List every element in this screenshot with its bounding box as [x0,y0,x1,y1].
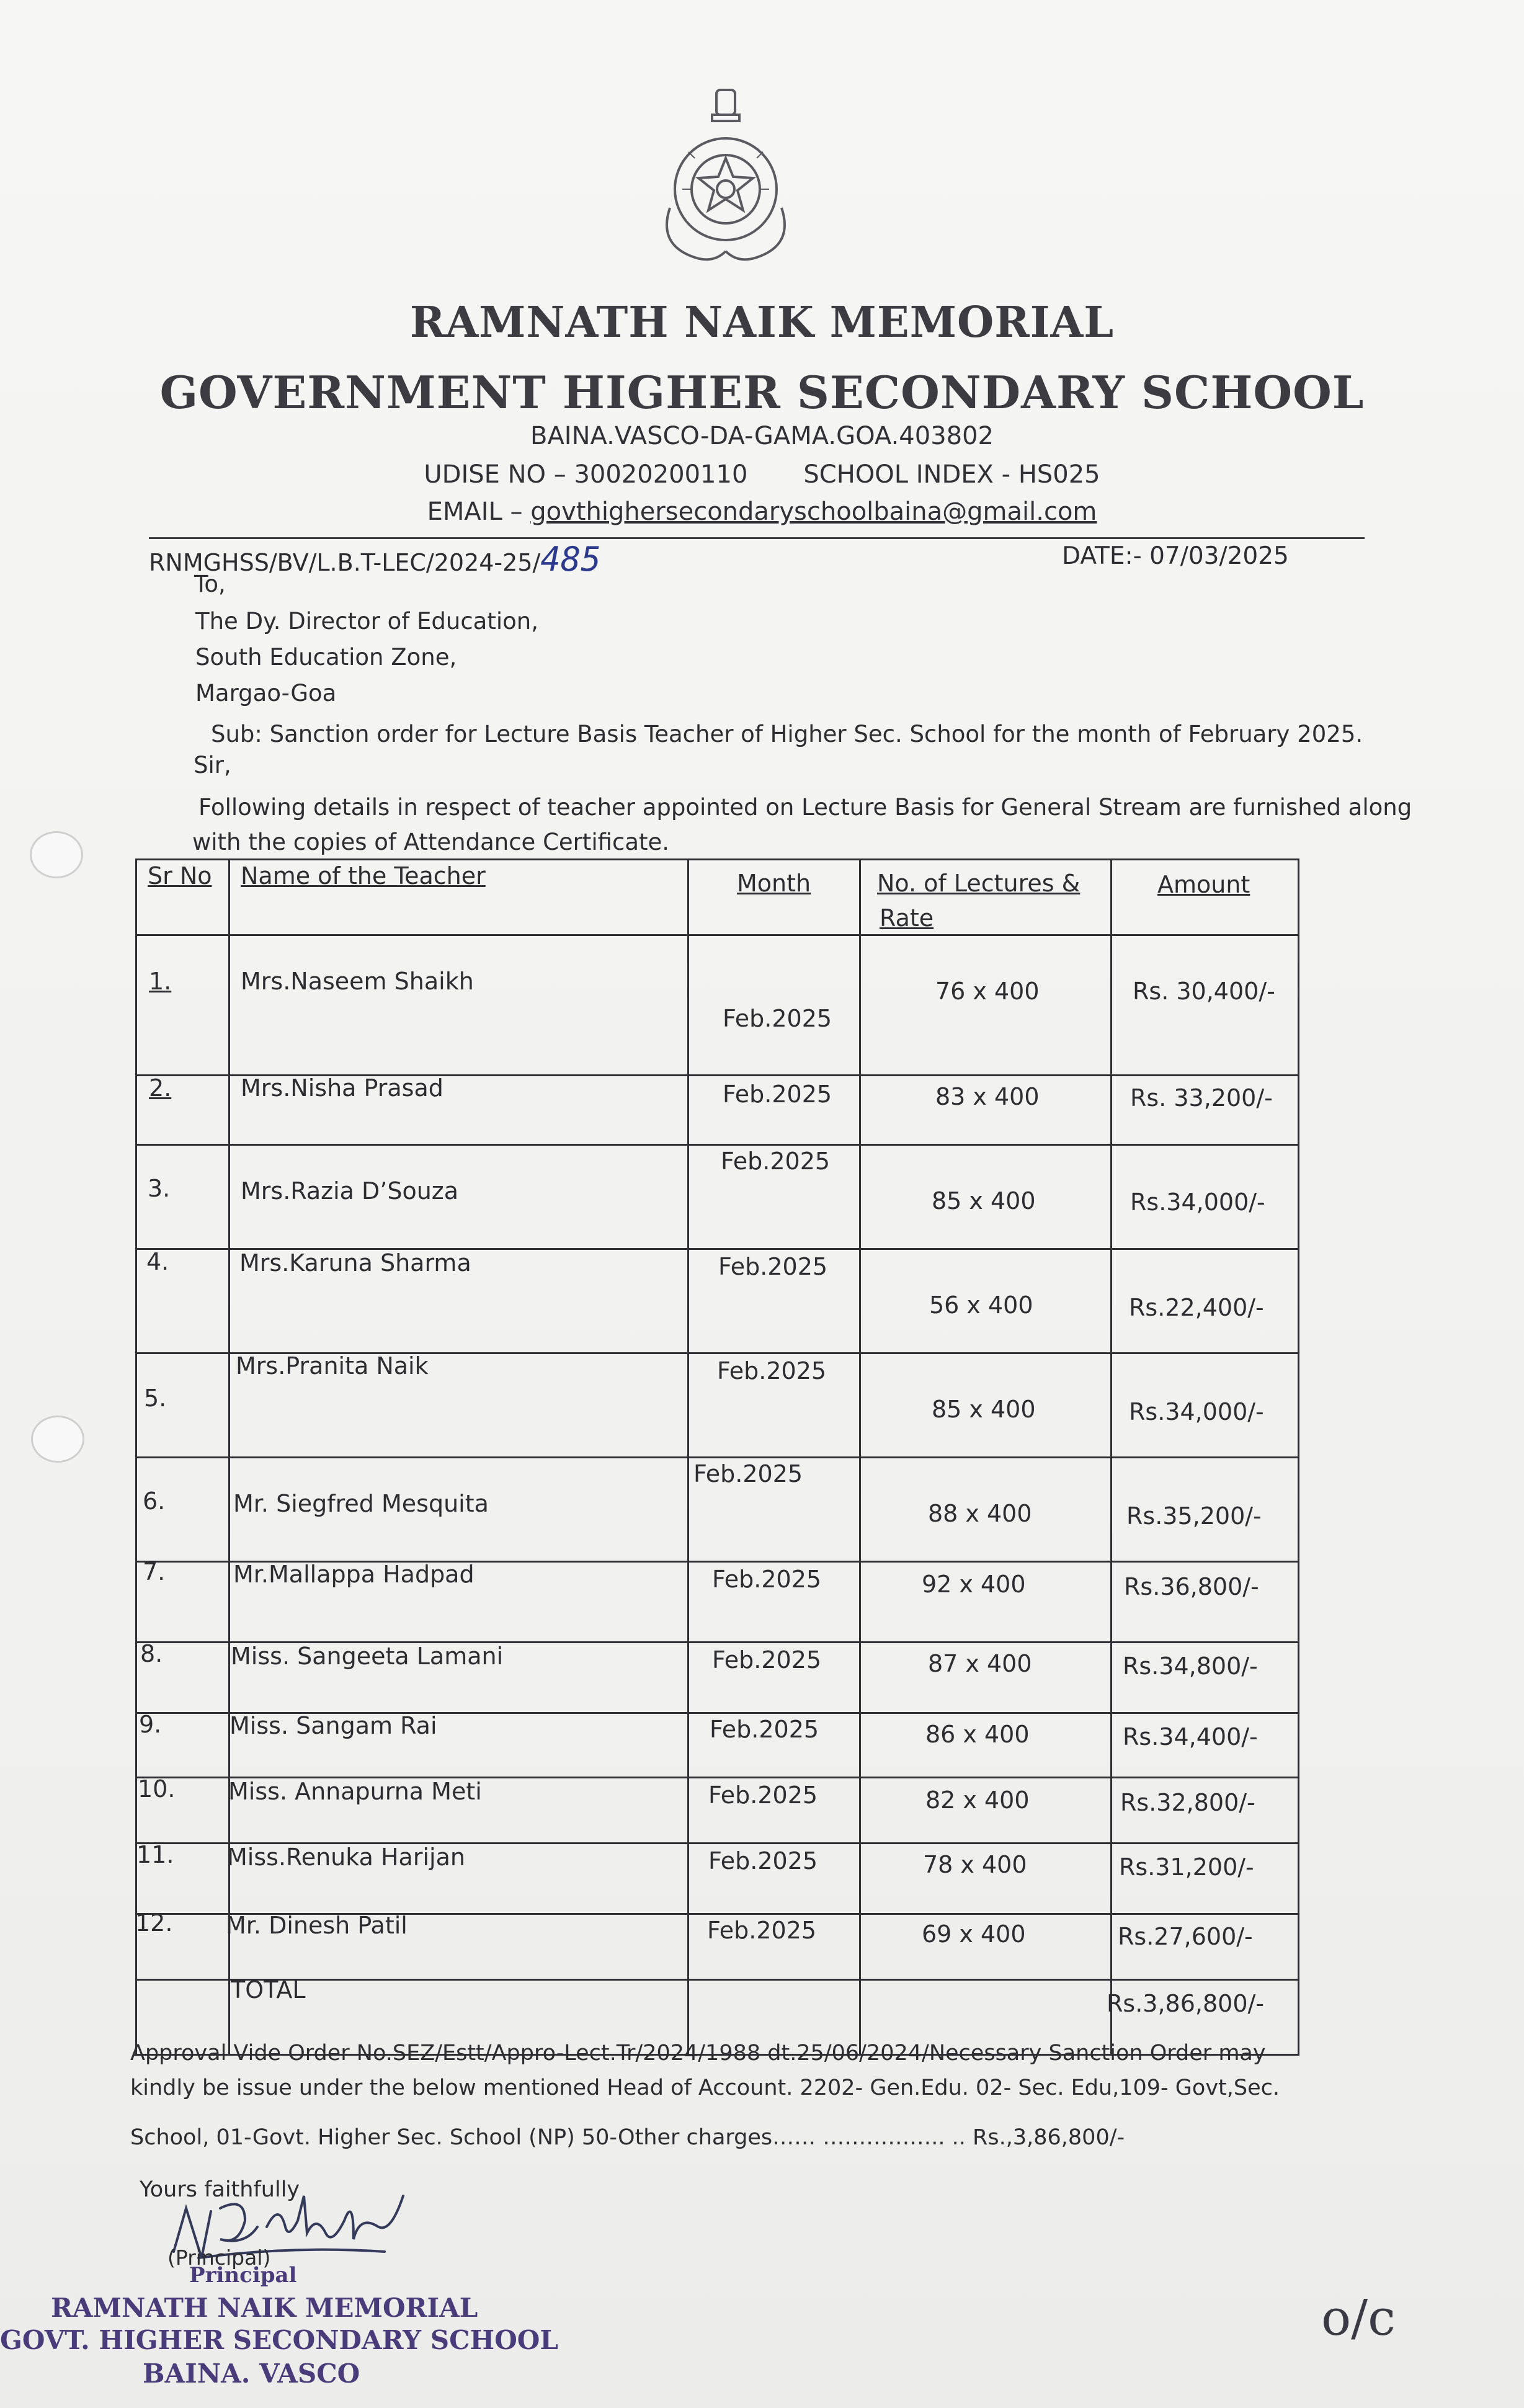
row-teacher-name: Mr. Dinesh Patil [226,1912,408,1939]
row-lectures: 82 x 400 [925,1786,1030,1814]
office-copy-note: o/c [1321,2289,1396,2347]
row-teacher-name: Mrs.Karuna Sharma [239,1249,471,1277]
row-sr-no: 8. [140,1640,163,1667]
approval-line: School, 01-Govt. Higher Sec. School (NP) 50-Other charges…… …………….. .. Rs.,3,86,800/- [130,2125,1125,2150]
row-lectures: 76 x 400 [935,978,1040,1005]
teacher-table [118,858,1299,2056]
row-month: Feb.2025 [693,1460,803,1487]
punch-hole [31,1416,84,1463]
row-sr-no: 12. [135,1909,173,1937]
row-amount: Rs.32,800/- [1120,1789,1255,1816]
row-sr-no: 3. [148,1175,171,1202]
header-month: Month [737,870,811,897]
subject-line: Sub: Sanction order for Lecture Basis Teacher of Higher Sec. School for the month of February 2025. [211,721,1363,747]
row-teacher-name: Mrs.Naseem Shaikh [241,968,474,995]
row-teacher-name: Mrs.Nisha Prasad [241,1074,443,1102]
row-teacher-name: Mrs.Razia D’Souza [241,1177,459,1205]
row-teacher-name: Miss. Annapurna Meti [228,1778,482,1805]
total-label: TOTAL [231,1976,306,2004]
stamp-school-name: GOVT. HIGHER SECONDARY SCHOOL [0,2325,558,2355]
to-line: To, [194,571,226,597]
udise-number: UDISE NO – 30020200110 [424,460,748,489]
row-lectures: 56 x 400 [929,1291,1033,1319]
approval-line: kindly be issue under the below mentioned Head of Account. 2202- Gen.Edu. 02- Sec. Edu,109- Govt,Sec. [130,2076,1280,2100]
header-lectures-rate: No. of Lectures & [877,870,1081,897]
row-month: Feb.2025 [717,1357,827,1385]
row-lectures: 88 x 400 [928,1500,1032,1527]
school-name-line-2: GOVERNMENT HIGHER SECONDARY SCHOOL [159,366,1365,419]
row-month: Feb.2025 [707,1917,817,1944]
addressee-line: South Education Zone, [195,644,457,671]
body-line: with the copies of Attendance Certificate. [192,829,670,855]
header-teacher-name: Name of the Teacher [241,862,486,890]
row-month: Feb.2025 [712,1566,822,1593]
school-index: SCHOOL INDEX - HS025 [803,460,1100,489]
row-amount: Rs.35,200/- [1126,1502,1262,1530]
row-amount: Rs. 33,200/- [1130,1084,1273,1112]
row-sr-no: 11. [136,1841,174,1868]
row-sr-no: 7. [143,1558,166,1585]
punch-hole [30,831,83,878]
total-amount: Rs.3,86,800/- [1107,1990,1265,2017]
closing-line: Yours faithfully [140,2177,300,2202]
body-line: Following details in respect of teacher appointed on Lecture Basis for General Stream are furnished along [198,794,1412,821]
row-month: Feb.2025 [712,1646,822,1674]
school-email [0,497,1524,526]
stamp-school-name: RAMNATH NAIK MEMORIAL [51,2293,478,2323]
row-sr-no: 5. [144,1385,167,1412]
row-lectures: 92 x 400 [922,1571,1026,1598]
row-month: Feb.2025 [708,1781,818,1809]
row-teacher-name: Mr. Siegfred Mesquita [233,1490,489,1517]
row-teacher-name: Mr.Mallappa Hadpad [233,1561,475,1588]
header-amount: Amount [1157,871,1250,898]
row-amount: Rs.34,800/- [1123,1652,1258,1680]
row-teacher-name: Mrs.Pranita Naik [236,1352,429,1380]
row-month: Feb.2025 [710,1716,819,1743]
approval-line: Approval Vide Order No.SEZ/Estt/Appro-Lect.Tr/2024/1988 dt.25/06/2024/Necessary Sanction Order may [130,2041,1266,2066]
salutation: Sir, [194,752,231,778]
row-lectures: 78 x 400 [923,1851,1027,1878]
stamp-location: BAINA. VASCO [143,2358,360,2389]
row-sr-no: 2. [149,1074,172,1102]
row-amount: Rs.22,400/- [1129,1294,1264,1321]
row-month: Feb.2025 [721,1148,831,1175]
reference-handwritten-number: 485 [540,540,601,579]
addressee-line: Margao-Goa [195,680,337,707]
row-month: Feb.2025 [723,1005,832,1032]
row-lectures: 85 x 400 [932,1187,1036,1215]
row-month: Feb.2025 [718,1253,828,1280]
reference-prefix: RNMGHSS/BV/L.B.T-LEC/2024-25/ [149,549,541,576]
school-codes [0,460,1524,489]
row-lectures: 83 x 400 [935,1083,1040,1110]
row-amount: Rs.36,800/- [1124,1573,1259,1600]
row-month: Feb.2025 [723,1081,832,1108]
email-address: govthighersecondaryschoolbaina@gmail.com [530,497,1097,526]
row-lectures: 85 x 400 [932,1396,1036,1423]
row-amount: Rs.27,600/- [1118,1923,1253,1950]
school-address: BAINA.VASCO-DA-GAMA.GOA.403802 [530,422,994,450]
row-amount: Rs.31,200/- [1119,1853,1254,1881]
row-teacher-name: Miss. Sangeeta Lamani [231,1643,504,1670]
row-lectures: 69 x 400 [922,1920,1026,1948]
row-sr-no: 9. [139,1711,162,1738]
row-amount: Rs.34,000/- [1129,1398,1264,1425]
letter-date: DATE:- 07/03/2025 [1062,542,1289,570]
row-lectures: 87 x 400 [928,1650,1032,1677]
row-teacher-name: Miss. Sangam Rai [229,1712,437,1739]
stamp-principal: Principal [189,2263,297,2288]
row-month: Feb.2025 [708,1847,818,1875]
header-lectures-rate: Rate [880,904,934,932]
email-label: EMAIL – [427,497,531,526]
row-sr-no: 4. [146,1248,169,1275]
row-lectures: 86 x 400 [925,1721,1030,1748]
row-sr-no: 1. [149,968,172,995]
school-name-line-1: RAMNATH NAIK MEMORIAL [409,298,1115,347]
row-amount: Rs. 30,400/- [1133,978,1275,1005]
addressee-line: The Dy. Director of Education, [195,608,538,635]
row-sr-no: 6. [143,1487,166,1515]
row-teacher-name: Miss.Renuka Harijan [227,1844,465,1871]
row-amount: Rs.34,400/- [1123,1723,1258,1750]
signatory-label: (Principal) [167,2245,271,2270]
row-amount: Rs.34,000/- [1130,1188,1265,1216]
header-sr-no: Sr No [148,862,212,890]
row-sr-no: 10. [138,1775,176,1803]
header-divider [149,537,1365,539]
government-emblem-icon [645,84,806,270]
